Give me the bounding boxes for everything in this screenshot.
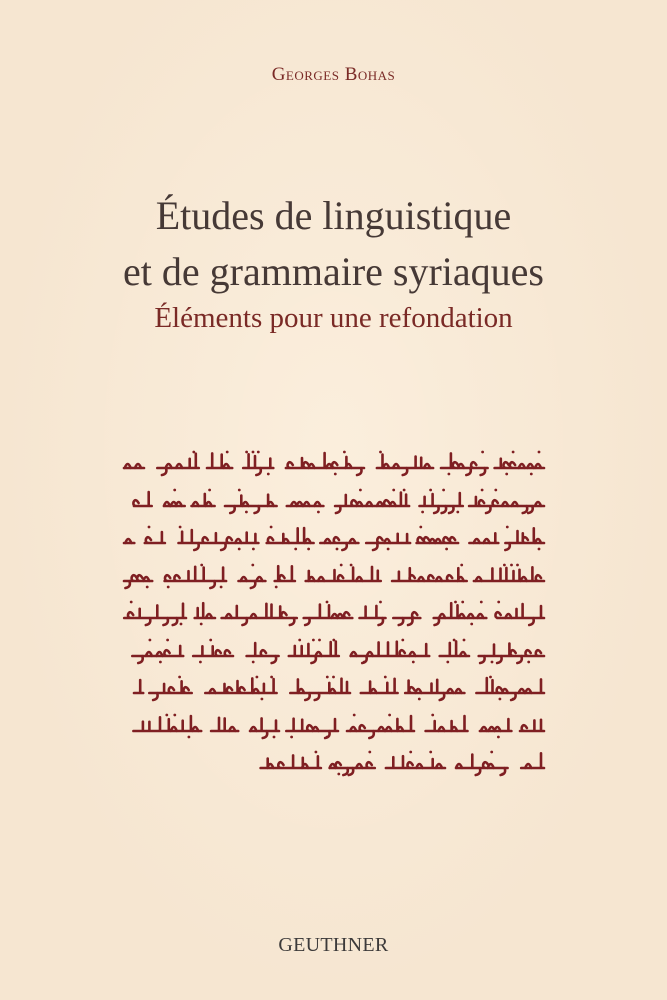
- syriac-script-image: [124, 561, 544, 591]
- syriac-vowel-dot: [252, 451, 255, 454]
- syriac-vowel-dot: [403, 488, 406, 491]
- syriac-vowel-dot: [442, 488, 445, 491]
- syriac-vowel-dot: [326, 601, 329, 604]
- syriac-vowel-dot: [501, 773, 504, 776]
- syriac-vowel-dot: [130, 601, 133, 604]
- syriac-vowel-dot: [510, 563, 513, 566]
- syriac-vowel-dot: [530, 473, 533, 476]
- syriac-vowel-dot: [307, 548, 310, 551]
- syriac-script-image: [124, 748, 544, 778]
- syriac-vowel-dot: [200, 563, 203, 566]
- syriac-vowel-dot: [252, 548, 255, 551]
- syriac-script-image: [124, 711, 544, 741]
- syriac-vowel-dot: [446, 660, 449, 663]
- syriac-vowel-dot: [494, 488, 497, 491]
- syriac-vowel-dot: [363, 660, 366, 663]
- syriac-line: [124, 711, 544, 741]
- syriac-vowel-dot: [401, 638, 404, 641]
- syriac-vowel-dot: [298, 638, 301, 641]
- syriac-vowel-dot: [470, 623, 473, 626]
- syriac-vowel-dot: [226, 451, 229, 454]
- syriac-vowel-dot: [200, 623, 203, 626]
- syriac-vowel-dot: [252, 660, 255, 663]
- syriac-vowel-dot: [251, 563, 254, 566]
- syriac-text-block: [124, 448, 544, 798]
- syriac-vowel-dot: [318, 638, 321, 641]
- syriac-vowel-dot: [275, 585, 278, 588]
- syriac-vowel-dot: [480, 601, 483, 604]
- syriac-vowel-dot: [359, 488, 362, 491]
- syriac-vowel-dot: [481, 488, 484, 491]
- syriac-glyph-strokes: [132, 641, 544, 663]
- syriac-vowel-dot: [512, 698, 515, 701]
- syriac-vowel-dot: [208, 488, 211, 491]
- syriac-vowel-dot: [267, 473, 270, 476]
- syriac-vowel-dot: [334, 473, 337, 476]
- syriac-vowel-dot: [294, 548, 297, 551]
- syriac-vowel-dot: [421, 510, 424, 513]
- syriac-vowel-dot: [261, 698, 264, 701]
- syriac-line: [124, 748, 544, 778]
- syriac-vowel-dot: [245, 451, 248, 454]
- syriac-vowel-dot: [350, 563, 353, 566]
- syriac-vowel-dot: [273, 735, 276, 738]
- book-title: [0, 188, 667, 300]
- syriac-script-image: [124, 523, 544, 553]
- syriac-vowel-dot: [456, 510, 459, 513]
- syriac-vowel-dot: [429, 488, 432, 491]
- syriac-glyph-strokes: [124, 566, 544, 588]
- syriac-vowel-dot: [460, 563, 463, 566]
- syriac-vowel-dot: [312, 638, 315, 641]
- syriac-line: [124, 561, 544, 591]
- syriac-vowel-dot: [332, 638, 335, 641]
- syriac-vowel-dot: [527, 660, 530, 663]
- syriac-vowel-dot: [167, 585, 170, 588]
- syriac-vowel-dot: [368, 751, 371, 754]
- syriac-vowel-dot: [448, 473, 451, 476]
- syriac-vowel-dot: [453, 638, 456, 641]
- syriac-glyph-strokes: [124, 453, 544, 475]
- syriac-vowel-dot: [209, 638, 212, 641]
- syriac-vowel-dot: [538, 548, 541, 551]
- syriac-vowel-dot: [353, 713, 356, 716]
- syriac-script-image: [124, 636, 544, 666]
- syriac-vowel-dot: [238, 548, 241, 551]
- syriac-vowel-dot: [497, 735, 500, 738]
- syriac-line: [124, 598, 544, 628]
- syriac-vowel-dot: [387, 548, 390, 551]
- syriac-glyph-strokes: [124, 603, 544, 625]
- syriac-vowel-dot: [159, 660, 162, 663]
- syriac-vowel-dot: [440, 698, 443, 701]
- syriac-vowel-dot: [489, 676, 492, 679]
- syriac-script-image: [124, 598, 544, 628]
- syriac-vowel-dot: [178, 676, 181, 679]
- syriac-vowel-dot: [149, 638, 152, 641]
- syriac-vowel-dot: [499, 698, 502, 701]
- syriac-vowel-dot: [270, 676, 273, 679]
- syriac-vowel-dot: [317, 510, 320, 513]
- syriac-vowel-dot: [516, 563, 519, 566]
- syriac-line: [124, 448, 544, 478]
- syriac-vowel-dot: [220, 585, 223, 588]
- title-line-1: Études de linguistique: [155, 193, 512, 238]
- book-subtitle: Éléments pour une refondation: [154, 302, 513, 334]
- syriac-vowel-dot: [388, 713, 391, 716]
- syriac-vowel-dot: [245, 510, 248, 513]
- syriac-vowel-dot: [379, 601, 382, 604]
- syriac-vowel-dot: [409, 751, 412, 754]
- syriac-vowel-dot: [256, 676, 259, 679]
- syriac-vowel-dot: [326, 676, 329, 679]
- syriac-glyph-strokes: [133, 492, 544, 513]
- syriac-vowel-dot: [290, 735, 293, 738]
- syriac-line: [124, 673, 544, 703]
- syriac-line: [124, 486, 544, 516]
- syriac-vowel-dot: [238, 488, 241, 491]
- syriac-script-image: [124, 448, 544, 478]
- syriac-script-image: [124, 673, 544, 703]
- syriac-vowel-dot: [429, 751, 432, 754]
- syriac-vowel-dot: [538, 451, 541, 454]
- syriac-vowel-dot: [481, 451, 484, 454]
- syriac-glyph-strokes: [261, 753, 544, 775]
- syriac-line: [124, 523, 544, 553]
- syriac-vowel-dot: [343, 451, 346, 454]
- syriac-vowel-dot: [165, 713, 168, 716]
- syriac-vowel-dot: [179, 526, 182, 529]
- syriac-vowel-dot: [463, 638, 466, 641]
- syriac-vowel-dot: [454, 601, 457, 604]
- syriac-vowel-dot: [173, 713, 176, 716]
- syriac-vowel-dot: [332, 676, 335, 679]
- syriac-vowel-dot: [340, 563, 343, 566]
- syriac-vowel-dot: [384, 676, 387, 679]
- syriac-vowel-dot: [490, 751, 493, 754]
- syriac-vowel-dot: [315, 751, 318, 754]
- syriac-vowel-dot: [337, 773, 340, 776]
- syriac-vowel-dot: [166, 638, 169, 641]
- syriac-vowel-dot: [418, 698, 421, 701]
- syriac-vowel-dot: [497, 601, 500, 604]
- syriac-line: [124, 636, 544, 666]
- syriac-vowel-dot: [188, 735, 191, 738]
- syriac-vowel-dot: [146, 585, 149, 588]
- syriac-vowel-dot: [461, 601, 464, 604]
- syriac-vowel-dot: [336, 548, 339, 551]
- syriac-script-image: [124, 486, 544, 516]
- author-name: Georges Bohas: [271, 64, 396, 85]
- syriac-vowel-dot: [512, 451, 515, 454]
- syriac-vowel-dot: [419, 526, 422, 529]
- syriac-vowel-dot: [506, 526, 509, 529]
- syriac-glyph-strokes: [134, 678, 544, 700]
- syriac-vowel-dot: [379, 451, 382, 454]
- syriac-vowel-dot: [491, 660, 494, 663]
- syriac-vowel-dot: [270, 526, 273, 529]
- syriac-vowel-dot: [173, 488, 176, 491]
- syriac-glyph-strokes: [133, 716, 544, 738]
- syriac-vowel-dot: [505, 473, 508, 476]
- title-line-2: et de grammaire syriaques: [123, 249, 544, 294]
- syriac-vowel-dot: [392, 488, 395, 491]
- syriac-vowel-dot: [503, 563, 506, 566]
- syriac-vowel-dot: [180, 623, 183, 626]
- syriac-vowel-dot: [326, 735, 329, 738]
- syriac-vowel-dot: [431, 713, 434, 716]
- syriac-vowel-dot: [199, 660, 202, 663]
- syriac-vowel-dot: [148, 526, 151, 529]
- syriac-vowel-dot: [412, 660, 415, 663]
- syriac-vowel-dot: [257, 451, 260, 454]
- syriac-glyph-strokes: [124, 528, 544, 550]
- syriac-vowel-dot: [192, 451, 195, 454]
- syriac-vowel-dot: [445, 548, 448, 551]
- publisher-name: GEUTHNER: [278, 934, 389, 956]
